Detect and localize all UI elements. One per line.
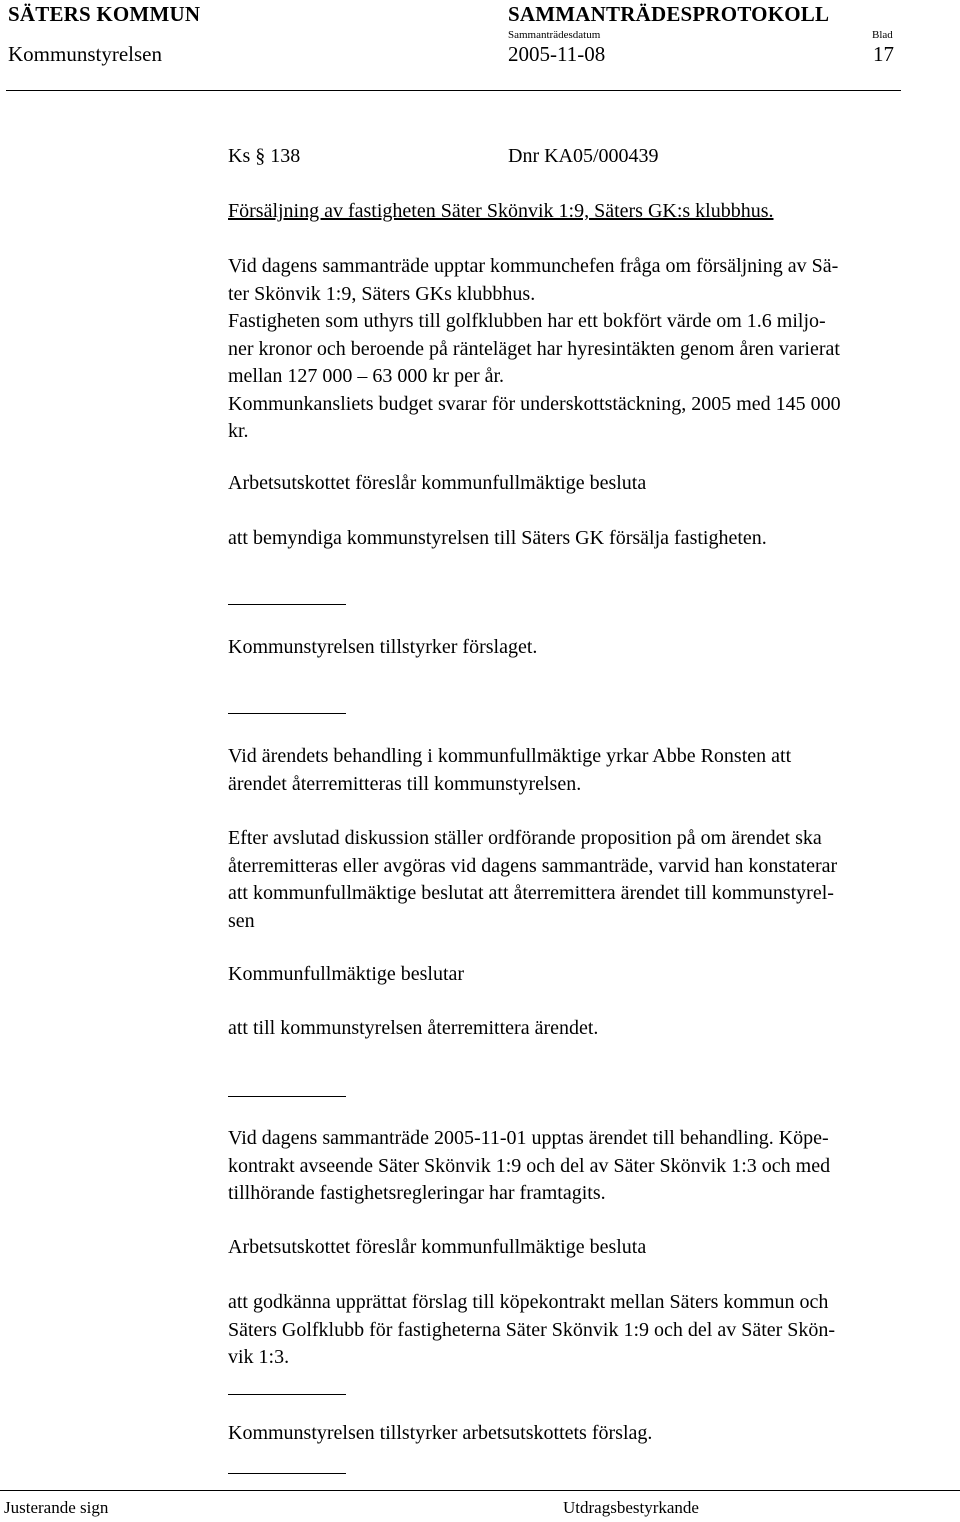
case-title: Försäljning av fastigheten Säter Skönvik 1:9, Säters GK:s klubbhus.	[228, 200, 774, 222]
text-line: ärendet återremitteras till kommunstyrelsen.	[228, 772, 582, 795]
text-line: Kommunstyrelsen tillstyrker arbetsutskottets förslag.	[228, 1422, 653, 1444]
text-line: Arbetsutskottet föreslår kommunfullmäktige besluta	[228, 472, 647, 494]
text-line: Arbetsutskottet föreslår kommunfullmäktige besluta	[228, 1236, 647, 1258]
footer-certified-label: Utdragsbestyrkande	[563, 1498, 699, 1517]
text-line: Fastigheten som uthyrs till golfklubben har ett bokfört värde om 1.6 miljo-	[228, 310, 826, 332]
text-line: Vid ärendets behandling i kommunfullmäktige yrkar Abbe Ronsten att	[228, 745, 792, 767]
separator-line	[228, 604, 346, 605]
separator-line	[228, 1473, 346, 1474]
meeting-date: 2005-11-08	[508, 42, 606, 66]
date-label: Sammanträdesdatum	[508, 29, 601, 41]
footer-rule	[0, 1490, 960, 1491]
text-line: att kommunfullmäktige beslutat att återremittera ärendet till kommunstyrel-	[228, 882, 834, 904]
separator-line	[228, 1096, 346, 1097]
text-line: Säters Golfklubb för fastigheterna Säter Skönvik 1:9 och del av Säter Skön-	[228, 1318, 836, 1341]
text-line: mellan 127 000 – 63 000 kr per år.	[228, 365, 505, 387]
page-number: 17	[873, 42, 894, 66]
text-line: Kommunstyrelsen tillstyrker förslaget.	[228, 636, 538, 658]
separator-line	[228, 1394, 346, 1395]
text-line: Vid dagens sammanträde upptar kommunchefen fråga om försäljning av Sä-	[228, 255, 839, 277]
text-line: kr.	[228, 420, 249, 442]
committee-name: Kommunstyrelsen	[8, 42, 162, 66]
text-line: Kommunkansliets budget svarar för underskottstäckning, 2005 med 145 000	[228, 392, 841, 415]
paragraph-number: Ks § 138	[228, 145, 301, 167]
document-type: SAMMANTRÄDESPROTOKOLL	[508, 2, 830, 26]
text-line: Efter avslutad diskussion ställer ordförande proposition på om ärendet ska	[228, 827, 822, 849]
text-line: tillhörande fastighetsregleringar har framtagits.	[228, 1182, 606, 1204]
text-line: vik 1:3.	[228, 1346, 290, 1368]
text-line: Vid dagens sammanträde 2005-11-01 upptas ärendet till behandling. Köpe-	[228, 1127, 829, 1149]
org-name: SÄTERS KOMMUN	[8, 2, 201, 26]
footer-sign-label: Justerande sign	[4, 1498, 109, 1517]
dnr: Dnr KA05/000439	[508, 145, 659, 167]
text-line: att bemyndiga kommunstyrelsen till Säters GK försälja fastigheten.	[228, 527, 767, 549]
text-line: att godkänna upprättat förslag till köpekontrakt mellan Säters kommun och	[228, 1291, 829, 1313]
text-line: återremitteras eller avgöras vid dagens sammanträde, varvid han konstaterar	[228, 854, 838, 877]
text-line: Kommunfullmäktige beslutar	[228, 963, 465, 985]
header-rule	[6, 90, 901, 91]
text-line: ner kronor och beroende på ränteläget har hyresintäkten genom åren varierat	[228, 337, 840, 360]
text-line: att till kommunstyrelsen återremittera ärendet.	[228, 1017, 599, 1039]
text-line: sen	[228, 909, 255, 932]
text-line: ter Skönvik 1:9, Säters GKs klubbhus.	[228, 282, 536, 305]
text-line: kontrakt avseende Säter Skönvik 1:9 och del av Säter Skönvik 1:3 och med	[228, 1154, 831, 1177]
separator-line	[228, 713, 346, 714]
page-label: Blad	[872, 29, 893, 41]
